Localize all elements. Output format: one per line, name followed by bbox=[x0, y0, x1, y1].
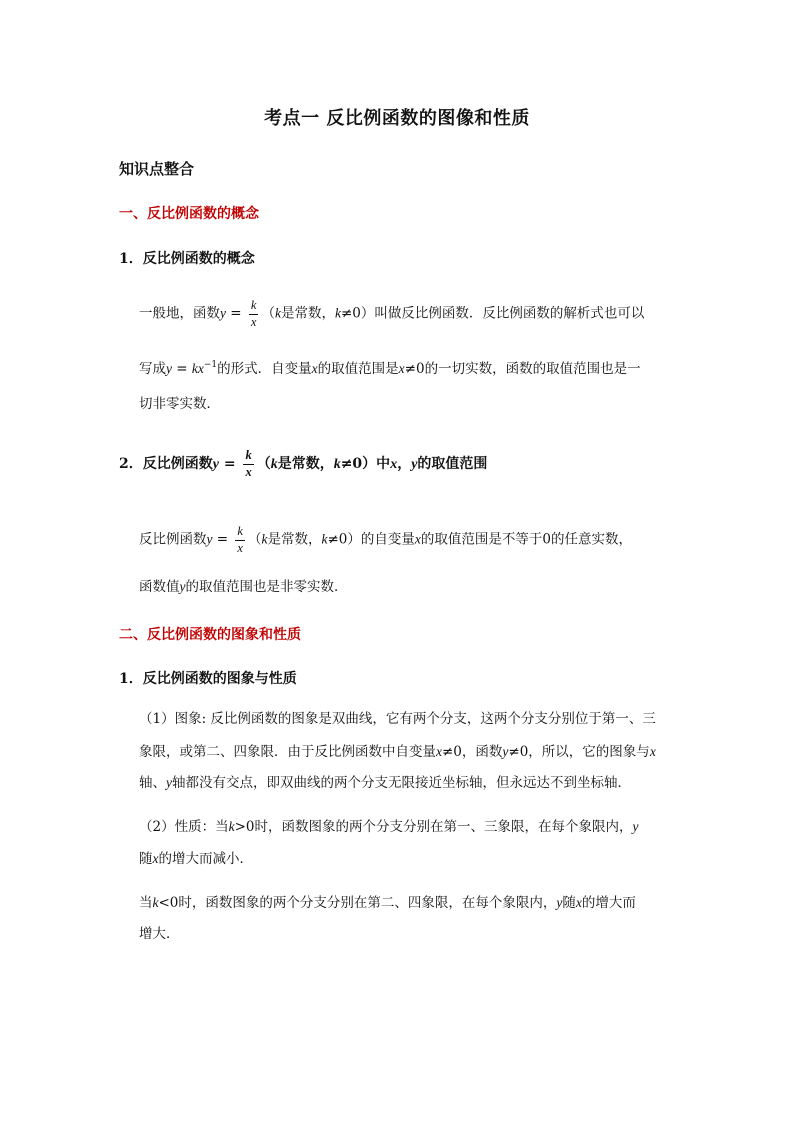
text: 一般地，函数 bbox=[139, 305, 220, 322]
var-x: x bbox=[152, 851, 159, 866]
text: （2）性质：当 bbox=[139, 819, 229, 835]
text: >0时，函数图象的两个分支分别在第一、三象限，在每个象限内， bbox=[234, 819, 633, 835]
var-x: x bbox=[414, 531, 421, 547]
var-x: x bbox=[390, 457, 398, 473]
var-x: x bbox=[575, 895, 582, 910]
text: （ bbox=[256, 456, 271, 473]
var-k: k bbox=[261, 531, 268, 547]
s2-p1-line2 bbox=[139, 745, 656, 760]
var-k: k bbox=[321, 531, 328, 547]
text: 反比例函数 bbox=[139, 531, 207, 548]
text: ， bbox=[397, 456, 412, 473]
numerator: k bbox=[245, 448, 252, 462]
text: 随 bbox=[562, 895, 576, 911]
fraction-k-over-x bbox=[249, 298, 259, 330]
var-y: y bbox=[206, 531, 213, 547]
section2-heading: 二、反比例函数的图象和性质 bbox=[119, 627, 301, 643]
text: （ bbox=[247, 531, 262, 548]
s1-sub1-line2 bbox=[139, 361, 641, 377]
text: 的形式．自变量 bbox=[217, 361, 312, 377]
var-kx: kx bbox=[191, 361, 204, 376]
s2-p3-line1 bbox=[139, 896, 636, 911]
var-k: k bbox=[334, 305, 341, 321]
page-title: 考点一 反比例函数的图像和性质 bbox=[264, 108, 530, 129]
text: 的取值范围是不等于0的任意实数， bbox=[420, 531, 632, 548]
s1-sub2-line2 bbox=[139, 580, 348, 595]
text: ≠0）的自变量 bbox=[327, 531, 415, 548]
fraction-k-over-x bbox=[235, 524, 245, 556]
text: ≠0）中 bbox=[340, 456, 391, 473]
text: 的取值范围也是非零实数． bbox=[185, 579, 348, 595]
var-y: y bbox=[556, 895, 563, 910]
fraction-k-over-x bbox=[243, 448, 253, 480]
text: 2．反比例函数 bbox=[119, 456, 213, 473]
denominator: x bbox=[250, 314, 257, 329]
text: ≠0，函数 bbox=[442, 744, 503, 760]
var-k: k bbox=[333, 457, 341, 473]
text: 象限，或第二、四象限．由于反比例函数中自变量 bbox=[139, 744, 436, 760]
var-y: y bbox=[166, 361, 172, 376]
numerator: k bbox=[237, 524, 243, 538]
var-x: x bbox=[649, 744, 656, 759]
s2-p3-line2: 增大． bbox=[139, 926, 180, 942]
text: 随 bbox=[139, 851, 153, 867]
text: 的取值范围 bbox=[417, 456, 488, 473]
text: ≠0的一切实数，函数的取值范围也是一 bbox=[404, 361, 641, 377]
equals: = bbox=[172, 361, 192, 377]
var-k: k bbox=[274, 305, 281, 321]
text: 是常数， bbox=[277, 456, 334, 473]
s2-p2-line2 bbox=[139, 852, 253, 867]
equals: = bbox=[218, 456, 241, 473]
text: <0时，函数图象的两个分支分别在第二、四象限，在每个象限内， bbox=[158, 895, 557, 911]
equals: = bbox=[226, 305, 246, 322]
text: 写成 bbox=[139, 361, 166, 377]
overview-heading: 知识点整合 bbox=[119, 160, 195, 178]
var-x: x bbox=[398, 361, 405, 376]
denominator: x bbox=[237, 540, 243, 555]
var-y: y bbox=[632, 819, 639, 834]
denominator: x bbox=[245, 464, 252, 479]
s1-sub1-line3: 切非零实数． bbox=[139, 396, 220, 412]
text: 当 bbox=[139, 895, 153, 911]
section1-sub2-heading bbox=[119, 448, 487, 480]
exponent: −1 bbox=[203, 360, 218, 370]
var-y: y bbox=[212, 457, 219, 473]
var-k: k bbox=[270, 457, 278, 473]
var-k: k bbox=[228, 819, 235, 834]
s1-sub1-line1 bbox=[139, 298, 644, 330]
text: 函数值 bbox=[139, 579, 180, 595]
text: 的取值范围是 bbox=[317, 361, 399, 377]
numerator: k bbox=[250, 298, 257, 312]
s2-p1-line3 bbox=[139, 776, 631, 791]
var-y: y bbox=[411, 457, 418, 473]
text: ≠0，所以，它的图象与 bbox=[508, 744, 650, 760]
equals: = bbox=[212, 531, 233, 548]
text: （ bbox=[261, 305, 275, 322]
section1-sub1-heading: 1．反比例函数的概念 bbox=[119, 251, 255, 267]
var-y: y bbox=[179, 579, 186, 594]
var-y: y bbox=[220, 305, 226, 321]
section1-heading: 一、反比例函数的概念 bbox=[119, 206, 259, 222]
text: 的增大而减小． bbox=[158, 851, 253, 867]
var-y: y bbox=[502, 744, 509, 759]
var-y: y bbox=[166, 775, 172, 790]
text: 的增大而 bbox=[581, 895, 636, 911]
text: 是常数， bbox=[280, 305, 335, 322]
var-k: k bbox=[152, 895, 159, 910]
s1-sub2-line1 bbox=[139, 524, 632, 556]
var-x: x bbox=[311, 361, 318, 376]
text: ≠0）叫做反比例函数．反比例函数的解析式也可以 bbox=[340, 305, 645, 322]
var-x: x bbox=[436, 744, 442, 759]
s2-p1-line1: （1）图象: 反比例函数的图象是双曲线，它有两个分支，这两个分支分别位于第一、三 bbox=[139, 711, 656, 727]
section2-sub1-heading: 1．反比例函数的图象与性质 bbox=[119, 671, 297, 687]
s2-p2-line1 bbox=[139, 820, 639, 835]
text: 轴都没有交点，即双曲线的两个分支无限接近坐标轴，但永远达不到坐标轴． bbox=[172, 775, 631, 791]
text: 轴、 bbox=[139, 775, 166, 791]
text: 是常数， bbox=[267, 531, 322, 548]
